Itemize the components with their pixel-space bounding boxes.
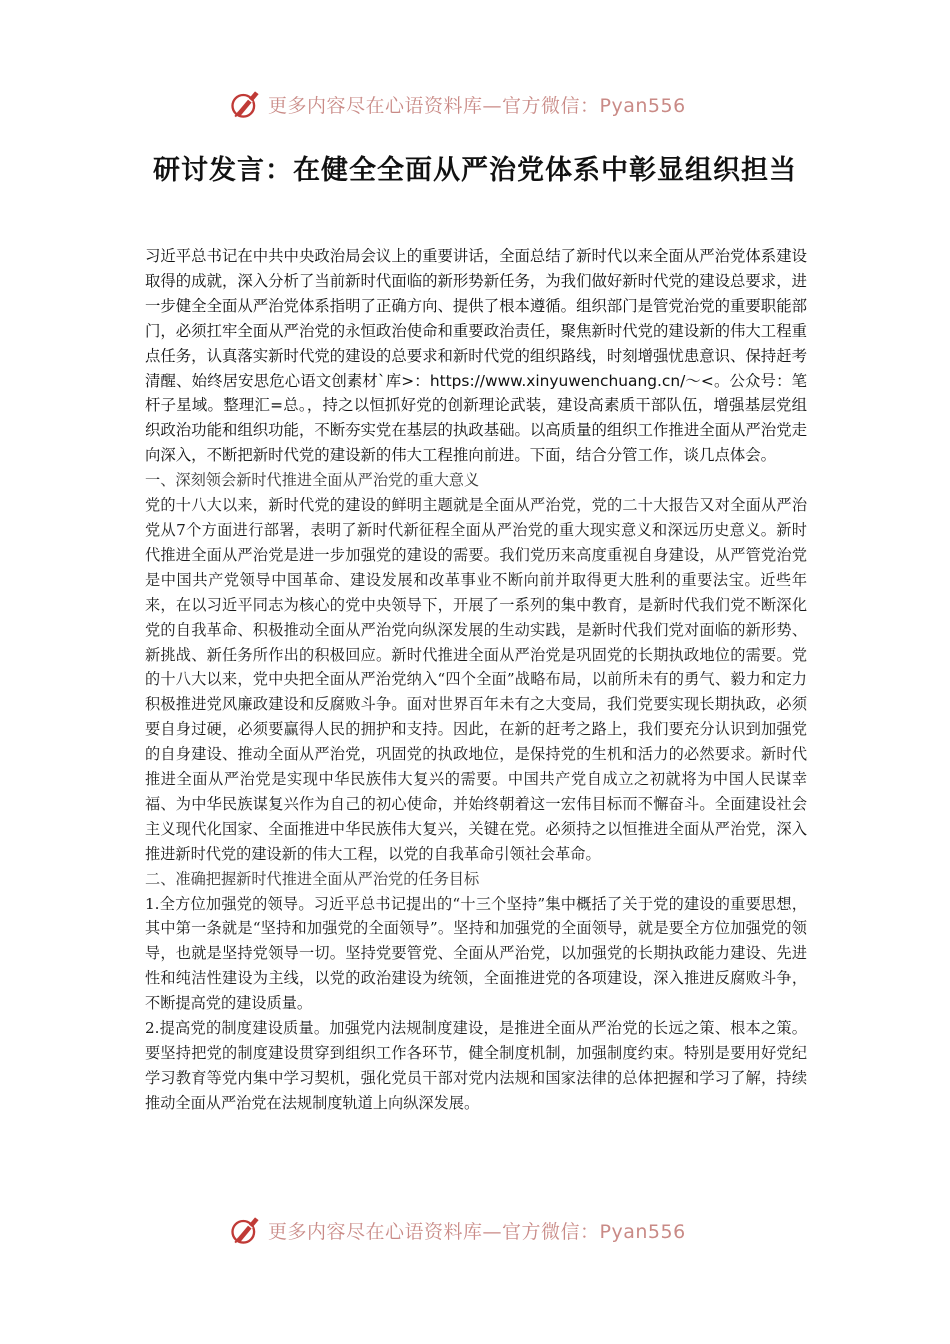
section-heading-1: 一、深刻领会新时代推进全面从严治党的重大意义 (145, 471, 480, 490)
banner-wechat-id: Pyan556 (599, 94, 686, 117)
document-body (145, 244, 807, 1116)
section-2-item-1: 1.全方位加强党的领导。习近平总书记提出的“十三个坚持”集中概括了关于党的建设的重要思想，其中第一条就是“坚持和加强党的全面领导”。坚持和加强党的全面领导，就是要全方位加强党的领导，也就是坚持党领导一切。坚持党要管党、全面从严治党，以加强党的长期执政能力建设、先进性和纯洁性建设为主线，以党的政治建设为统领，全面推进党的各项建设，深入推进反腐败斗争，不断提高党的建设质量。 (145, 894, 807, 1013)
quill-pen-logo-icon (228, 1212, 264, 1248)
header-banner (228, 84, 728, 124)
banner-text: 更多内容尽在心语资料库—官方微信：Pyan556 (268, 1220, 686, 1243)
intro-paragraph: 习近平总书记在中共中央政治局会议上的重要讲话，全面总结了新时代以来全面从严治党体系建设取得的成就，深入分析了当前新时代面临的新形势新任务，为我们做好新时代党的建设总要求，进一步健全全面从严治党体系指明了正确方向、提供了根本遵循。组织部门是管党治党的重要职能部门，必须扛牢全面从严治党的永恒政治使命和重要政治责任，聚焦新时代党的建设新的伟大工程重点任务，认真落实新时代党的建设的总要求和新时代党的组织路线，时刻增强忧患意识、保持赶考清醒、始终居安思危心语文创素材`库>：https://www.xinyuwenchuang.cn/～<。公众号：笔杆子星域。整理汇=总。，持之以恒抓好党的创新理论武装，建设高素质干部队伍，增强基层党组织政治功能和组织功能，不断夯实党在基层的执政基础。以高质量的组织工作推进全面从严治党走向深入，不断把新时代党的建设新的伟大工程推向前进。下面，结合分管工作，谈几点体会。 (145, 247, 807, 465)
section-1-paragraph: 党的十八大以来，新时代党的建设的鲜明主题就是全面从严治党，党的二十大报告又对全面从严治党从7个方面进行部署，表明了新时代新征程全面从严治党的重大现实意义和深远历史意义。新时代推进全面从严治党是进一步加强党的建设的需要。我们党历来高度重视自身建设，从严管党治党是中国共产党领导中国革命、建设发展和改革事业不断向前并取得更大胜利的重要法宝。近些年来，在以习近平同志为核心的党中央领导下，开展了一系列的集中教育，是新时代我们党不断深化党的自我革命、积极推动全面从严治党向纵深发展的生动实践，是新时代我们党对面临的新形势、新挑战、新任务所作出的积极回应。新时代推进全面从严治党是巩固党的长期执政地位的需要。党的十八大以来，党中央把全面从严治党纳入“四个全面”战略布局，以前所未有的勇气、毅力和定力积极推进党风廉政建设和反腐败斗争。面对世界百年未有之大变局，我们党要实现长期执政，必须要自身过硬，必须要赢得人民的拥护和支持。因此，在新的赶考之路上，我们要充分认识到加强党的自身建设、推动全面从严治党，巩固党的执政地位，是保持党的生机和活力的必然要求。新时代推进全面从严治党是实现中华民族伟大复兴的需要。中国共产党自成立之初就将为中国人民谋幸福、为中华民族谋复兴作为自己的初心使命，并始终朝着这一宏伟目标而不懈奋斗。全面建设社会主义现代化国家、全面推进中华民族伟大复兴，关键在党。必须持之以恒推进全面从严治党，深入推进新时代党的建设新的伟大工程，以党的自我革命引领社会革命。 (145, 496, 807, 863)
section-heading-2: 二、准确把握新时代推进全面从严治党的任务目标 (145, 869, 480, 888)
document-title: 研讨发言：在健全全面从严治党体系中彰显组织担当 (153, 155, 797, 186)
banner-text: 更多内容尽在心语资料库—官方微信：Pyan556 (268, 94, 686, 117)
section-2-item-2: 2.提高党的制度建设质量。加强党内法规制度建设，是推进全面从严治党的长远之策、根本之策。要坚持把党的制度建设贯穿到组织工作各环节，健全制度机制，加强制度约束。特别是要用好党纪学习教育等党内集中学习契机，强化党员干部对党内法规和国家法律的总体把握和学习了解，持续推动全面从严治党在法规制度轨道上向纵深发展。 (145, 1019, 807, 1112)
quill-pen-logo-icon (228, 86, 264, 122)
banner-wechat-id: Pyan556 (599, 1220, 686, 1243)
footer-banner (228, 1210, 728, 1250)
